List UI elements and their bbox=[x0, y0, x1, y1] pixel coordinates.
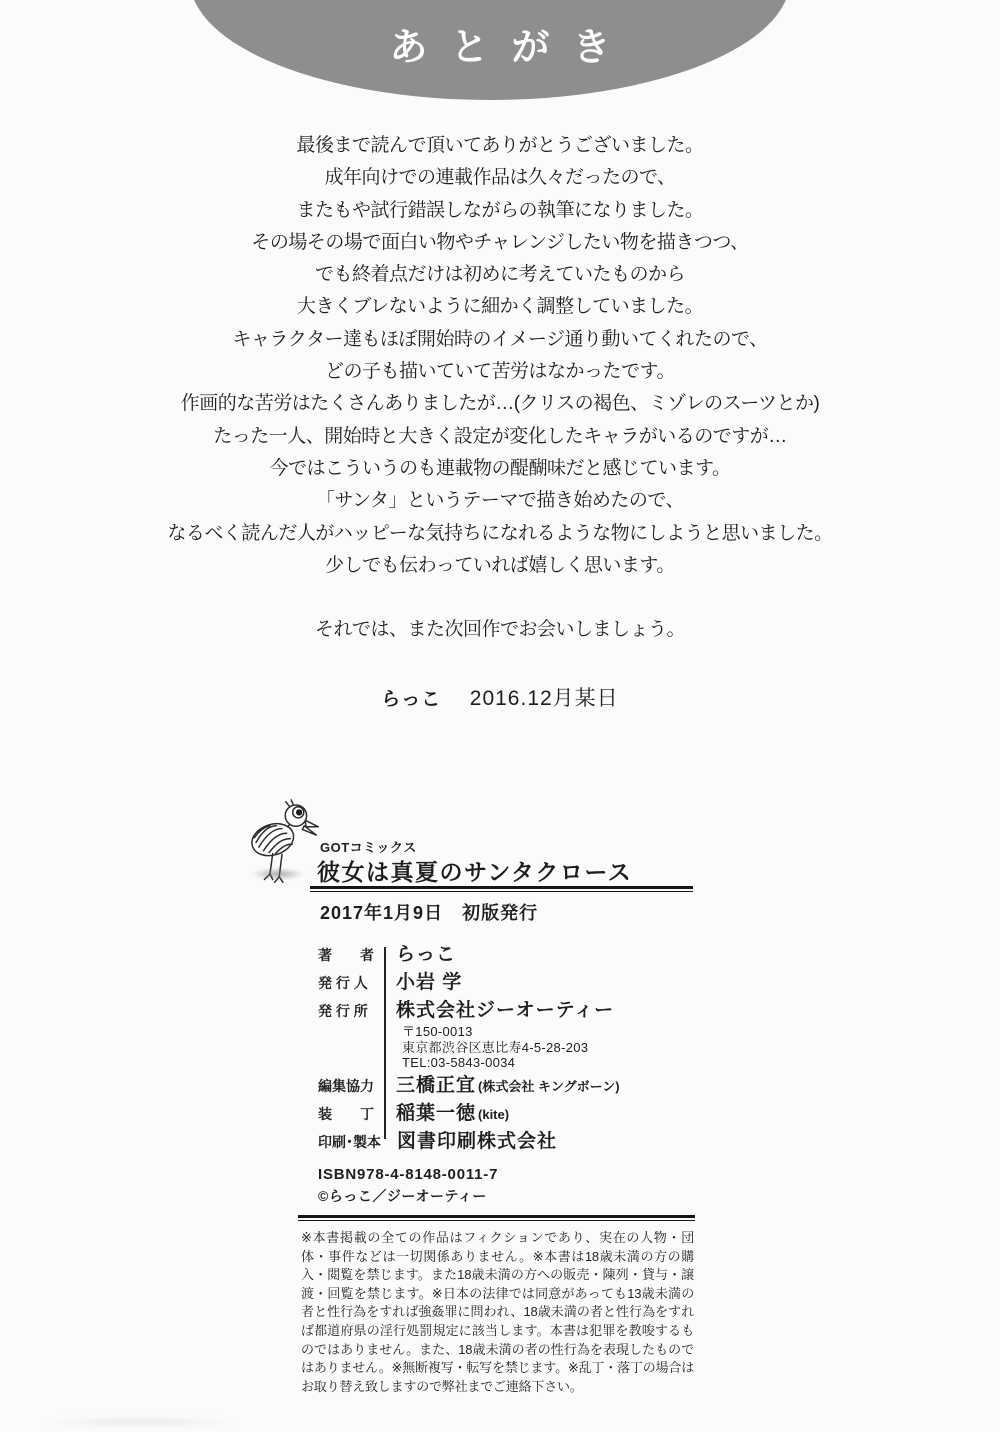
disclaimer-text: ※本書掲載の全ての作品はフィクションであり、実在の人物・団体・事件などは一切関係ありません。※本書は18歳未満の方の購入・閲覧を禁じます。また18歳未満の方への販売・陳列・貸与・譲渡・回覧を禁じます。※日本の法律では同意があっても13歳未満の者と性行為をすれば強姦罪に問われ、18歳未満の者と性行為をすれば都道府県の淫行処罰規定に該当します。本書は犯罪を教唆するものではありません。また、18歳未満の者の性行為を表現したものではありません。※無断複写・転写を禁じます。※乱丁・落丁の場合はお取り替え致しますので弊社までご連絡下さい。 bbox=[301, 1230, 694, 1394]
credit-row bbox=[318, 998, 698, 1071]
credit-value bbox=[396, 1073, 620, 1099]
afterword-line: 今ではこういうのも連載物の醍醐味だと感じています。 bbox=[269, 457, 731, 479]
bird-shadow bbox=[251, 868, 305, 880]
credit-row bbox=[318, 970, 698, 996]
afterword-line: 最後まで読んで頂いてありがとうございました。 bbox=[296, 135, 704, 156]
afterword-line: たった一人、開始時と大きく設定が変化したキャラがいるのですが… bbox=[213, 425, 787, 447]
afterword-line: 少しでも伝わっていれば嬉しく思います。 bbox=[325, 554, 675, 576]
afterword-line: どの子も描いていて苦労はなかったです。 bbox=[325, 361, 675, 383]
credit-value-main: 小岩 学 bbox=[396, 972, 463, 993]
credit-label: 発 行 所 bbox=[318, 1003, 368, 1019]
credit-value-main: 稲葉一徳 bbox=[396, 1102, 477, 1124]
isbn: ISBN978-4-8148-0011-7 bbox=[318, 1166, 499, 1183]
afterword-text-block bbox=[0, 130, 1000, 582]
afterword-line: キャラクター達もほぼ開始時のイメージ通り動いてくれたので、 bbox=[232, 328, 768, 350]
afterword-line: 大きくブレないように細かく調整していました。 bbox=[296, 296, 704, 318]
credit-address-line: 〒150-0013 bbox=[402, 1024, 473, 1039]
title-underline-rule bbox=[310, 886, 693, 892]
credit-value-note: (株式会社 キングボーン) bbox=[478, 1078, 620, 1094]
credit-value bbox=[396, 998, 614, 1071]
credit-value-main: 株式会社ジーオーティー bbox=[396, 1000, 615, 1021]
afterword-line: なるべく読んだ人がハッピーな気持ちになれるような物にしようと思いました。 bbox=[167, 522, 833, 544]
afterword-line: 作画的な苦労はたくさんありましたが…(クリスの褐色、ミゾレのスーツとか) bbox=[180, 393, 820, 415]
closing-line: それでは、また次回作でお会いしましょう。 bbox=[314, 619, 685, 640]
signature-date: 2016.12月某日 bbox=[469, 687, 619, 710]
credit-row bbox=[318, 1129, 698, 1155]
afterword-line: その場その場で面白い物やチャレンジしたい物を描きつつ、 bbox=[251, 231, 749, 253]
credit-address-line: 東京都渋谷区恵比寿4-5-28-203 bbox=[402, 1039, 589, 1055]
credit-label: 装 丁 bbox=[318, 1105, 374, 1122]
afterword-line: 成年向けでの連載作品は久々だったので、 bbox=[324, 167, 676, 189]
credit-label: 編集協力 bbox=[318, 1077, 374, 1094]
credit-row bbox=[318, 1101, 698, 1127]
afterword-line: またもや試行錯誤しながらの執筆になりました。 bbox=[296, 199, 704, 221]
book-title: 彼女は真夏のサンタクロース bbox=[317, 859, 633, 885]
credit-label: 著 者 bbox=[318, 947, 374, 963]
credit-label: 印刷･製本 bbox=[318, 1133, 381, 1150]
author-name: らっこ bbox=[381, 689, 442, 710]
imprint-label: GOTコミックス bbox=[320, 840, 417, 855]
credit-value bbox=[397, 1129, 557, 1155]
afterword-line: 「サンタ」というテーマで描き始めたので、 bbox=[316, 490, 684, 512]
credits-divider-line bbox=[384, 947, 386, 1139]
credit-row bbox=[318, 1073, 698, 1099]
credit-row bbox=[318, 942, 698, 968]
edition-date-line: 2017年1月9日 初版発行 bbox=[320, 903, 539, 923]
credit-address-line: TEL:03-5843-0034 bbox=[402, 1055, 516, 1070]
credit-value bbox=[396, 970, 462, 996]
credit-value-note: (kite) bbox=[478, 1106, 510, 1122]
afterword-badge-title: あとがき bbox=[389, 27, 634, 69]
credit-value-main: 図書印刷株式会社 bbox=[397, 1130, 558, 1152]
copyright: ©らっこ／ジーオーティー bbox=[318, 1188, 487, 1204]
credit-value bbox=[396, 1101, 509, 1127]
credit-value bbox=[396, 942, 456, 968]
afterword-line: でも終着点だけは初めに考えていたものから bbox=[314, 264, 685, 286]
credits-table bbox=[318, 942, 698, 1157]
credit-value-main: らっこ bbox=[396, 944, 457, 965]
scan-smudge bbox=[40, 1417, 240, 1427]
credit-value-main: 三橋正宜 bbox=[396, 1074, 477, 1096]
signature-line bbox=[0, 682, 1000, 712]
disclaimer-top-rule bbox=[298, 1215, 695, 1221]
credit-label: 発 行 人 bbox=[318, 975, 368, 991]
